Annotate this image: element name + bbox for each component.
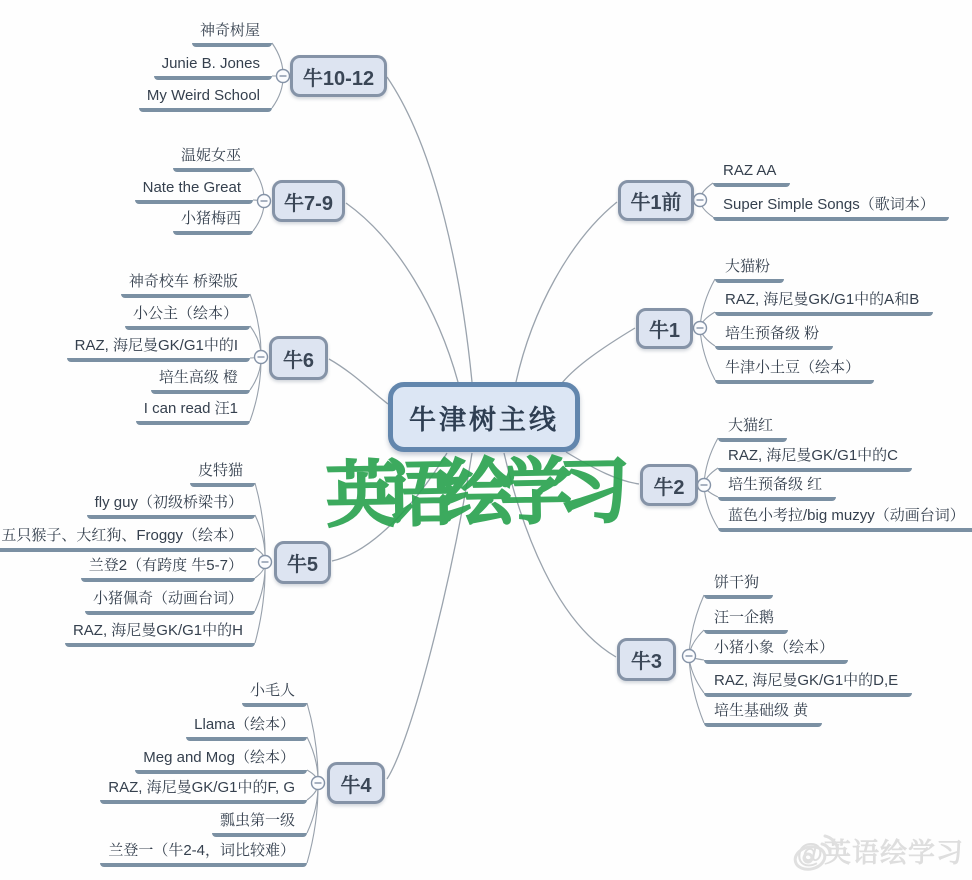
leaf-label: RAZ, 海尼曼GK/G1中的F, G <box>108 779 295 796</box>
branch-curve <box>562 328 635 383</box>
leaf-item[interactable] <box>212 809 307 837</box>
leaf-label: 大猫红 <box>728 417 774 434</box>
leaf-label: 蓝色小考拉/big muzyy（动画台词） <box>728 507 965 524</box>
leaf-label: 小公主（绘本） <box>132 305 238 322</box>
leaf-item[interactable] <box>186 713 307 741</box>
leaf-label: RAZ, 海尼曼GK/G1中的I <box>74 337 238 354</box>
leaf-item[interactable] <box>718 444 912 472</box>
leaf-item[interactable] <box>151 366 250 394</box>
leaf-label: I can read 汪1 <box>143 400 238 417</box>
leaf-label: 皮特猫 <box>197 462 243 479</box>
collapse-toggle[interactable] <box>259 556 272 569</box>
leaf-item[interactable] <box>715 288 933 316</box>
leaf-label: 小毛人 <box>249 682 295 699</box>
leaf-label: 培生预备级 粉 <box>725 325 820 342</box>
leaf-label: 小猪梅西 <box>180 210 241 227</box>
branch-curve <box>346 203 458 382</box>
node-niu4[interactable]: 牛4 <box>327 762 385 804</box>
leaf-label: fly guy（初级桥梁书） <box>94 494 243 511</box>
leaf-label: 神奇树屋 <box>199 22 260 39</box>
leaf-item[interactable] <box>718 473 836 501</box>
branch-curve <box>516 202 617 382</box>
branch-curve <box>329 359 388 404</box>
leaf-label: 五只猴子、大红狗、Froggy（绘本） <box>1 527 243 544</box>
leaf-label: 温妮女巫 <box>180 147 241 164</box>
collapse-toggle[interactable] <box>698 479 711 492</box>
leaf-item[interactable] <box>65 619 255 647</box>
leaf-item[interactable] <box>715 255 784 283</box>
leaf-curve <box>255 483 265 562</box>
leaf-label: 培生基础级 黄 <box>714 702 809 719</box>
leaf-item[interactable] <box>718 504 972 532</box>
leaf-item[interactable] <box>121 270 250 298</box>
leaf-item[interactable] <box>85 587 255 615</box>
leaf-curve <box>700 328 715 380</box>
collapse-toggle[interactable] <box>277 70 290 83</box>
node-niu7-9[interactable]: 牛7-9 <box>272 180 345 222</box>
leaf-label: RAZ AA <box>723 162 777 179</box>
node-niu2[interactable]: 牛2 <box>640 464 698 506</box>
leaf-item[interactable] <box>713 159 790 187</box>
leaf-item[interactable] <box>704 699 822 727</box>
collapse-toggle[interactable] <box>258 195 271 208</box>
leaf-item[interactable] <box>135 176 253 204</box>
leaf-curve <box>250 294 261 357</box>
leaf-label: Llama（绘本） <box>194 716 295 733</box>
leaf-label: My Weird School <box>146 87 260 104</box>
node-niu10-12[interactable]: 牛10-12 <box>290 55 387 97</box>
leaf-label: 牛津小土豆（绘本） <box>725 359 861 376</box>
leaf-label: RAZ, 海尼曼GK/G1中的D,E <box>714 672 899 689</box>
leaf-item[interactable] <box>192 19 272 47</box>
leaf-label: 神奇校车 桥梁版 <box>128 273 238 290</box>
leaf-label: Super Simple Songs（歌词本） <box>723 196 935 213</box>
watermark-text: 英语绘学习 <box>325 451 617 537</box>
leaf-item[interactable] <box>713 193 949 221</box>
node-niu3[interactable]: 牛3 <box>617 638 676 681</box>
leaf-item[interactable] <box>173 207 253 235</box>
collapse-toggle[interactable] <box>694 194 707 207</box>
central-topic[interactable]: 牛津树主线 <box>388 382 580 452</box>
leaf-item[interactable] <box>704 636 848 664</box>
leaf-label: 小猪佩奇（动画台词） <box>92 590 243 607</box>
leaf-label: 饼干狗 <box>714 574 760 591</box>
leaf-item[interactable] <box>81 554 255 582</box>
node-niu6[interactable]: 牛6 <box>269 336 328 380</box>
leaf-label: Junie B. Jones <box>161 55 260 72</box>
leaf-item[interactable] <box>190 459 255 487</box>
leaf-label: Nate the Great <box>142 179 241 196</box>
leaf-item[interactable] <box>704 571 773 599</box>
leaf-item[interactable] <box>715 356 874 384</box>
leaf-curve <box>700 279 715 328</box>
collapse-toggle[interactable] <box>683 650 696 663</box>
leaf-item[interactable] <box>0 524 255 552</box>
leaf-label: 汪一企鹅 <box>714 609 775 626</box>
leaf-curve <box>704 438 718 485</box>
credit-label: @英语绘学习 <box>796 838 964 868</box>
leaf-item[interactable] <box>154 52 272 80</box>
leaf-item[interactable] <box>100 776 307 804</box>
leaf-item[interactable] <box>704 669 912 697</box>
leaf-item[interactable] <box>173 144 253 172</box>
collapse-toggle[interactable] <box>694 322 707 335</box>
leaf-label: 兰登2（有跨度 牛5-7） <box>88 557 243 574</box>
leaf-item[interactable] <box>136 397 250 425</box>
leaf-label: RAZ, 海尼曼GK/G1中的A和B <box>725 291 920 308</box>
leaf-label: 小猪小象（绘本） <box>714 639 835 656</box>
leaf-item[interactable] <box>67 334 250 362</box>
leaf-item[interactable] <box>715 322 833 350</box>
node-niu1qian[interactable]: 牛1前 <box>618 180 694 221</box>
leaf-label: RAZ, 海尼曼GK/G1中的H <box>72 622 243 639</box>
leaf-curve <box>250 357 261 421</box>
leaf-item[interactable] <box>139 84 272 112</box>
leaf-item[interactable] <box>718 414 787 442</box>
node-niu1[interactable]: 牛1 <box>636 308 693 349</box>
leaf-label: 瓢虫第一级 <box>219 812 295 829</box>
leaf-item[interactable] <box>125 302 250 330</box>
leaf-label: RAZ, 海尼曼GK/G1中的C <box>728 447 899 464</box>
node-niu5[interactable]: 牛5 <box>274 541 331 584</box>
leaf-label: 培生预备级 红 <box>728 476 823 493</box>
leaf-label: 兰登一（牛2-4，词比较难） <box>108 842 295 859</box>
collapse-toggle[interactable] <box>312 777 325 790</box>
leaf-item[interactable] <box>87 491 255 519</box>
branch-curve <box>387 77 472 382</box>
leaf-item[interactable] <box>100 839 307 867</box>
credit-watermark <box>791 831 964 870</box>
leaf-label: 培生高级 橙 <box>158 369 238 386</box>
leaf-item[interactable] <box>242 679 307 707</box>
collapse-toggle[interactable] <box>255 351 268 364</box>
leaf-label: Meg and Mog（绘本） <box>143 749 295 766</box>
leaf-label: 大猫粉 <box>725 258 771 275</box>
leaf-item[interactable] <box>704 606 788 634</box>
leaf-item[interactable] <box>135 746 307 774</box>
